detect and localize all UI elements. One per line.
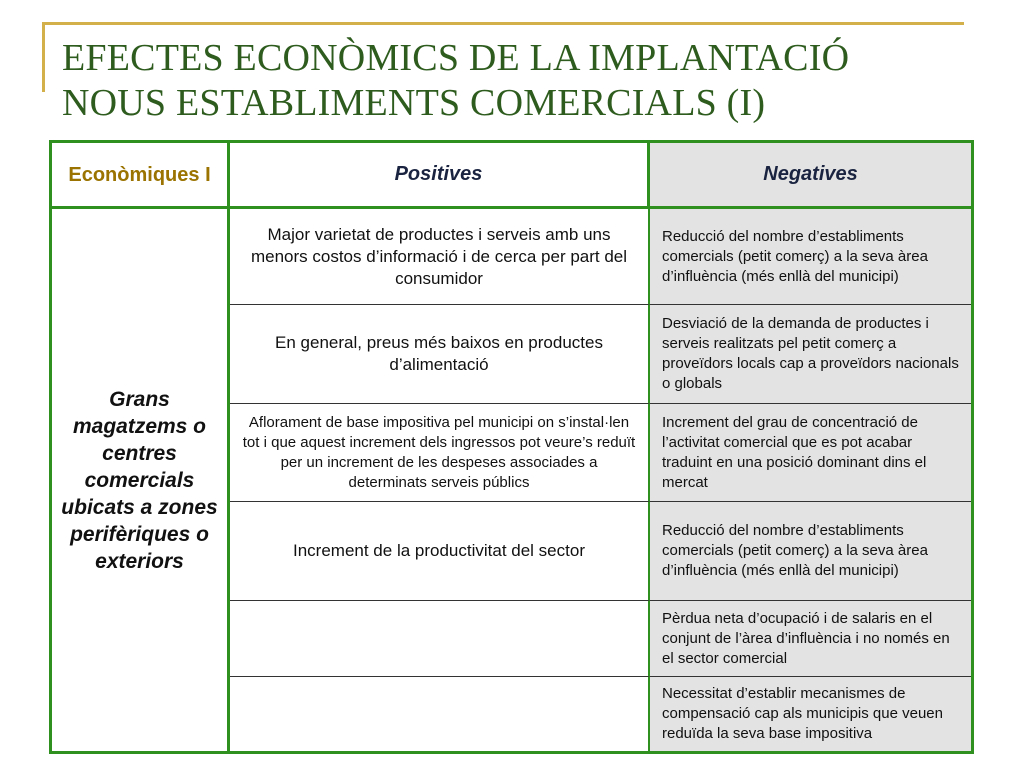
negative-cell-2: Desviació de la demanda de productes i serveis realitzats pel petit comerç a proveïdors locals cap a proveïdors nacionals o globals <box>650 305 971 404</box>
positive-cell-2: En general, preus més baixos en productes d’alimentació <box>230 305 650 404</box>
slide-title <box>62 36 982 126</box>
header-negatives: Negatives <box>650 143 971 209</box>
header-positives: Positives <box>230 143 650 209</box>
slide-title-line-1: EFECTES ECONÒMICS DE LA IMPLANTACIÓ <box>62 37 850 79</box>
positive-cell-1: Major varietat de productes i serveis amb uns menors costos d’informació i de cerca per part del consumidor <box>230 209 650 305</box>
negative-cell-3: Increment del grau de concentració de l’activitat comercial que es pot acabar traduint en una posició dominant dins el mercat <box>650 404 971 502</box>
title-accent-line <box>42 22 964 25</box>
negative-cell-1: Reducció del nombre d’establiments comercials (petit comerç) a la seva àrea d’influència (més enllà del municipi) <box>650 209 971 305</box>
positive-cell-5 <box>230 601 650 677</box>
positive-cell-6 <box>230 677 650 751</box>
positive-cell-3: Aflorament de base impositiva pel municipi on s’instal·len tot i que aquest increment dels ingressos pot veure’s reduït per un increment de les despeses associades a determinats serveis públics <box>230 404 650 502</box>
effects-table <box>49 140 974 754</box>
row-label: Grans magatzems o centres comercials ubicats a zones perifèriques o exteriors <box>52 209 230 751</box>
negative-cell-5: Pèrdua neta d’ocupació i de salaris en el conjunt de l’àrea d’influència i no només en el sector comercial <box>650 601 971 677</box>
negative-cell-6: Necessitat d’establir mecanismes de compensació cap als municipis que veuen reduïda la seva base impositiva <box>650 677 971 751</box>
slide-title-line-2: NOUS ESTABLIMENTS COMERCIALS (I) <box>62 82 766 124</box>
positive-cell-4: Increment de la productivitat del sector <box>230 502 650 601</box>
header-category: Econòmiques I <box>52 143 230 209</box>
negative-cell-4: Reducció del nombre d’establiments comercials (petit comerç) a la seva àrea d’influència (més enllà del municipi) <box>650 502 971 601</box>
title-accent-bar <box>42 22 45 92</box>
